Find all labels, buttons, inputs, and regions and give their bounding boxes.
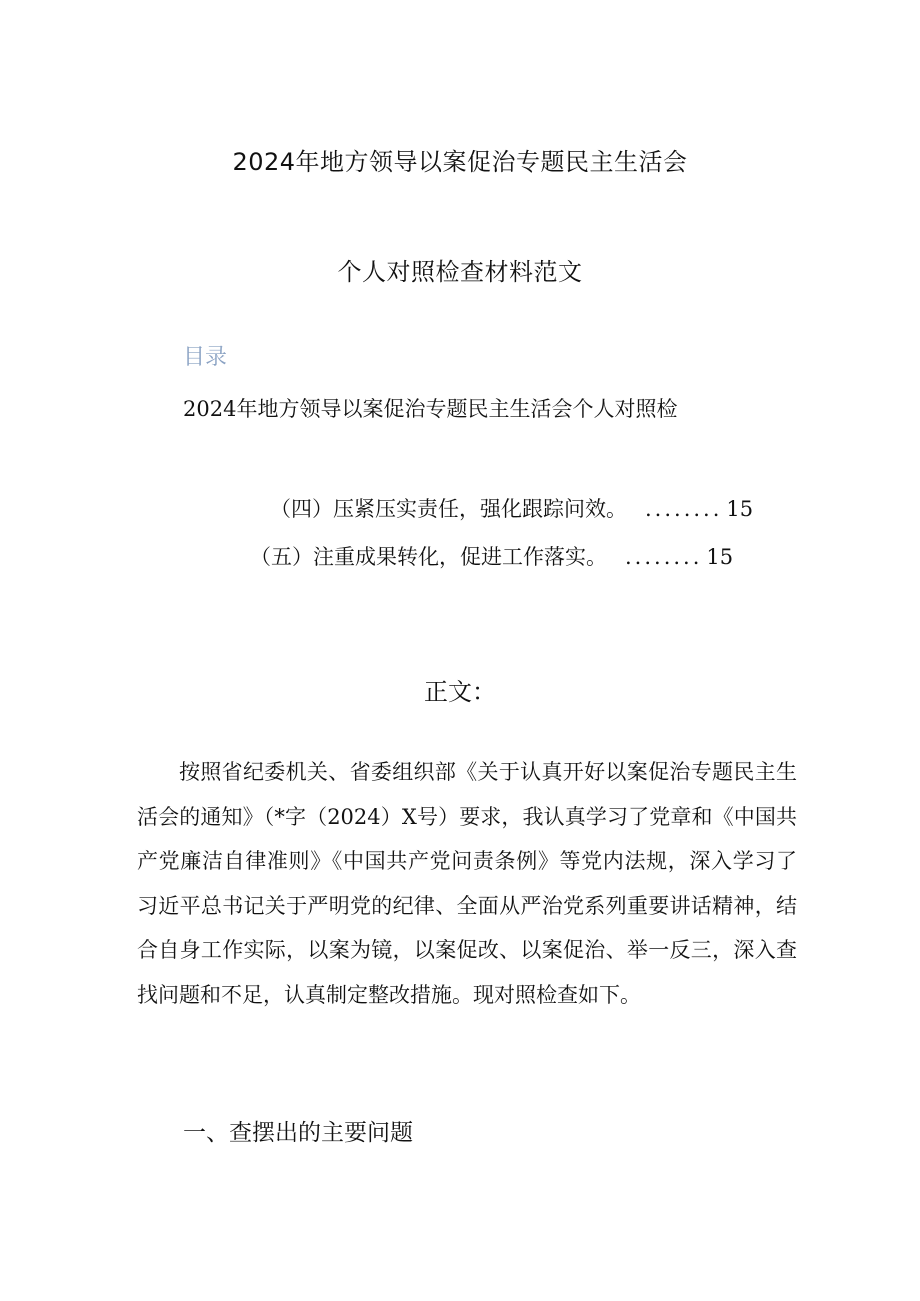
toc-heading: 目录 [183,345,228,370]
document-title-line-1: 2024年地方领导以案促治专题民主生活会 [232,148,688,176]
toc-item-leader: ........ [645,497,723,521]
toc-item-label: （四）压紧压实责任，强化跟踪问效。 [270,497,627,521]
body-heading: 正文： [424,678,496,706]
section-heading-problems: 一、查摆出的主要问题 [183,1120,413,1146]
body-paragraph: 按照省纪委机关、省委组织部《关于认真开好以案促治专题民主生活会的通知》（*字（2024）X号）要求，我认真学习了党章和《中国共产党廉洁自律准则》《中国共产党问责条例》等党内法规，深入学习了习近平总书记关于严明党的纪律、全面从严治党系列重要讲话精神，结合自身工作实际，以案为镜，以案促改、以案促治、举一反三，深入查找问题和不足，认真制定整改措施。现对照检查如下。 [137,760,797,1007]
toc-item-label: （五）注重成果转化，促进工作落实。 [250,545,607,569]
toc-item[interactable] [250,541,733,571]
toc-item-page: 15 [726,497,754,521]
toc-main-entry[interactable]: 2024年地方领导以案促治专题民主生活会个人对照检 [183,397,678,421]
toc-item-page: 15 [706,545,734,569]
document-title-line-2: 个人对照检查材料范文 [337,258,583,286]
toc-item-leader: ........ [625,545,703,569]
toc-item[interactable] [270,493,753,523]
